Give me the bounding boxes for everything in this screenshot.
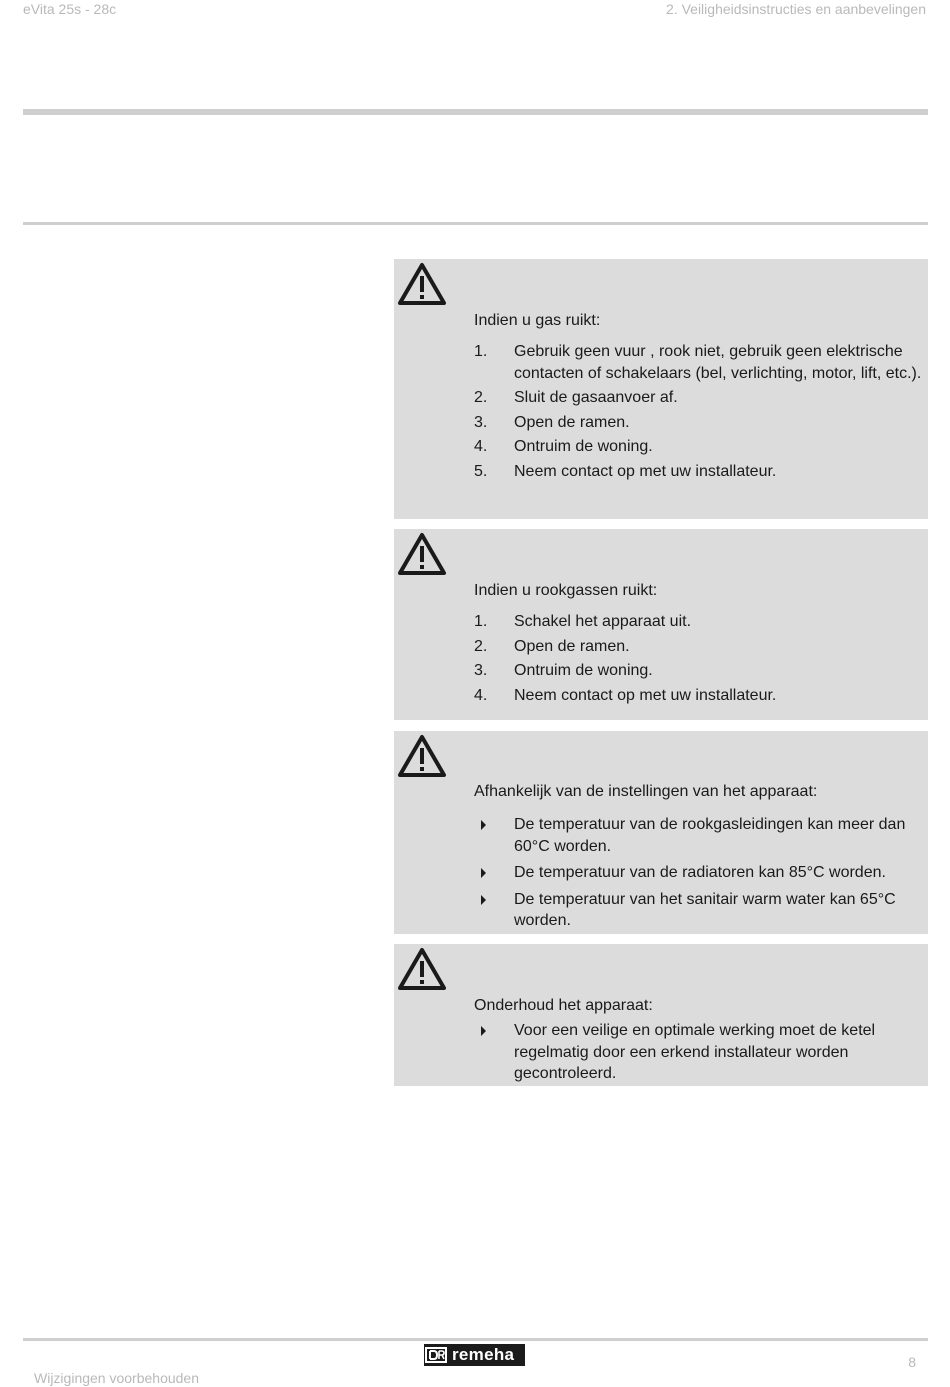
list-item-text: Ontruim de woning. (514, 662, 653, 679)
list-number: 3. (474, 662, 488, 679)
warning-icon (396, 261, 448, 307)
list-number: 2. (474, 389, 488, 406)
list-item-text: Neem contact op met uw installateur. (514, 686, 777, 704)
bullet-arrow-icon (481, 820, 486, 830)
list-item-text: Open de ramen. (514, 413, 630, 431)
list-item (474, 636, 924, 658)
list-number: 1. (474, 613, 488, 630)
numbered-list (474, 611, 924, 706)
numbered-list (474, 341, 924, 482)
warning-box-temperatures (394, 731, 928, 934)
list-item-text: Gebruik geen vuur , rook niet, gebruik geen elektrische contacten of schakelaars (bel, verlichting, motor, lift, etc.). (514, 343, 922, 382)
list-number: 1. (474, 343, 488, 360)
bullet-list (474, 1020, 924, 1085)
list-item (474, 387, 924, 409)
warning-intro: Onderhoud het apparaat: (474, 997, 653, 1014)
list-item (474, 862, 924, 884)
warning-icon (396, 733, 448, 779)
list-item-text: Sluit de gasaanvoer af. (514, 389, 678, 406)
list-item-text: De temperatuur van de rookgasleidingen kan meer dan 60°C worden. (514, 816, 906, 855)
list-item-text: Schakel het apparaat uit. (514, 613, 692, 630)
list-item (474, 461, 924, 483)
list-item-text: Voor een veilige en optimale werking moet de ketel regelmatig door een erkend installateur worden gecontroleerd. (514, 1022, 876, 1082)
list-number: 2. (474, 637, 488, 655)
list-number: 3. (474, 413, 488, 431)
warning-box-flue-gas (394, 529, 928, 720)
brand-name: remeha (452, 1345, 515, 1364)
list-item (474, 611, 924, 633)
list-item-text: Neem contact op met uw installateur. (514, 462, 777, 480)
remeha-logo (424, 1344, 525, 1366)
list-item-text: De temperatuur van het sanitair warm water kan 65°C worden. (514, 890, 896, 929)
list-number: 4. (474, 686, 488, 704)
list-item-text: Ontruim de woning. (514, 438, 653, 455)
page-number: 8 (908, 1354, 916, 1370)
list-item (474, 814, 924, 857)
header-document-title: eVita 25s - 28c (23, 1, 117, 17)
warning-intro: Indien u rookgassen ruikt: (474, 582, 658, 599)
bullet-arrow-icon (481, 868, 486, 878)
bullet-list (474, 814, 924, 932)
bullet-arrow-icon (481, 895, 486, 905)
footer-rule (23, 1338, 928, 1341)
list-number: 5. (474, 462, 488, 480)
list-item (474, 1020, 924, 1085)
list-item-text: Open de ramen. (514, 637, 630, 655)
top-rule-thick (23, 109, 928, 115)
list-item (474, 660, 924, 682)
list-number: 4. (474, 438, 488, 455)
list-item (474, 341, 924, 384)
remeha-logo-mark-icon (424, 1344, 448, 1366)
list-item (474, 436, 924, 458)
warning-icon (396, 531, 448, 577)
header-chapter-title: 2. Veiligheidsinstructies en aanbevelingen (666, 1, 926, 17)
list-item (474, 889, 924, 932)
warning-icon (396, 946, 448, 992)
footer-disclaimer: Wijzigingen voorbehouden (34, 1370, 199, 1386)
list-item (474, 685, 924, 707)
bullet-arrow-icon (481, 1026, 486, 1036)
warning-intro: Afhankelijk van de instellingen van het apparaat: (474, 783, 818, 800)
warning-box-maintenance (394, 944, 928, 1086)
list-item (474, 412, 924, 434)
list-item-text: De temperatuur van de radiatoren kan 85°C worden. (514, 864, 886, 881)
warning-box-gas (394, 259, 928, 519)
top-rule-thin (23, 222, 928, 225)
warning-intro: Indien u gas ruikt: (474, 312, 601, 329)
